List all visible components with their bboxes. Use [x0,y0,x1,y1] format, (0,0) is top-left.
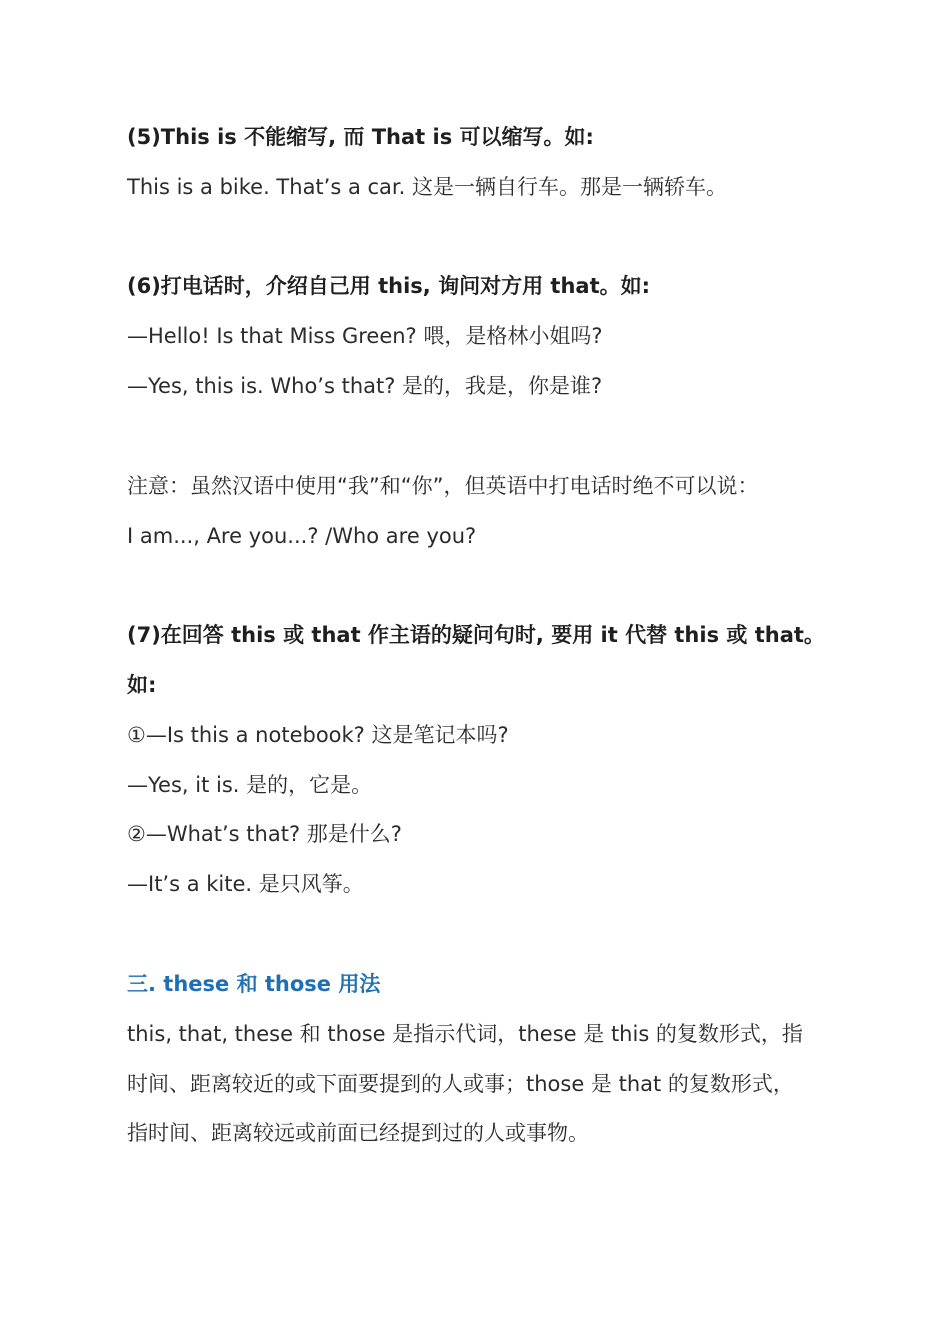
section3-paragraph-line-1: this, that, these 和 those 是指示代词，these 是 this 的复数形式，指 [127,1022,803,1046]
section3-paragraph-line-3: 指时间、距离较远或前面已经提到过的人或事物。 [127,1121,589,1145]
section7-example-2-question: ②—What’s that? 那是什么? [127,822,402,846]
note-line-2: I am..., Are you...? /Who are you? [127,524,477,548]
section3-heading: 三. these 和 those 用法 [127,972,381,996]
section5-heading: (5)This is 不能缩写, 而 That is 可以缩写。如: [127,125,594,149]
section5-example: This is a bike. That’s a car. 这是一辆自行车。那是一辆轿车。 [127,175,727,199]
note-line-1: 注意：虽然汉语中使用“我”和“你”，但英语中打电话时绝不可以说： [127,474,759,498]
section7-example-2-answer: —It’s a kite. 是只风筝。 [127,872,364,896]
section7-heading-line-1: (7)在回答 this 或 that 作主语的疑问句时, 要用 it 代替 this 或 that。 [127,623,825,647]
section7-heading-line-2: 如: [127,673,157,697]
section6-dialog-line-2: —Yes, this is. Who’s that? 是的，我是，你是谁? [127,374,603,398]
section7-example-1-question: ①—Is this a notebook? 这是笔记本吗? [127,723,509,747]
section7-example-1-answer: —Yes, it is. 是的，它是。 [127,773,373,797]
section3-paragraph-line-2: 时间、距离较近的或下面要提到的人或事；those 是 that 的复数形式， [127,1072,794,1096]
section6-heading: (6)打电话时，介绍自己用 this, 询问对方用 that。如: [127,274,650,298]
section6-dialog-line-1: —Hello! Is that Miss Green? 喂，是格林小姐吗? [127,324,603,348]
